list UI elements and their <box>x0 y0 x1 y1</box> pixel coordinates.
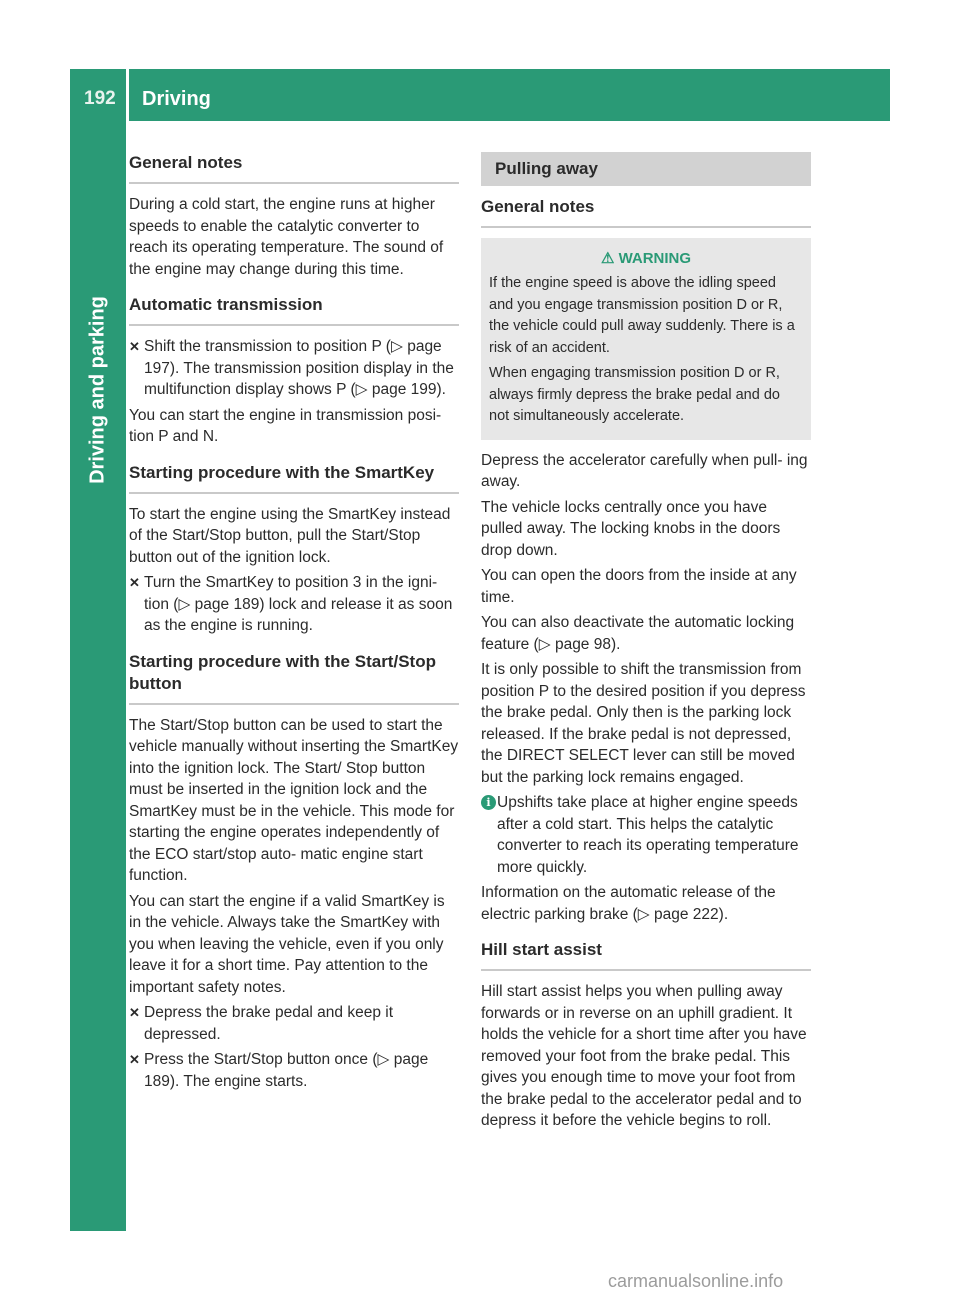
heading-smartkey: Starting procedure with the SmartKey <box>129 462 459 494</box>
paragraph: The Start/Stop button can be used to start the vehicle manually without inserting the SmartKey into the ignition lock. The Start/ Stop button must be inserted in the ignition lock and the SmartKey must be in the vehicle. This mode for starting the engine operates independently of the ECO start/stop auto- matic engine start function. <box>129 716 459 884</box>
step-text: Press the Start/Stop button once (▷ page 189). The engine starts. <box>144 1051 429 1090</box>
paragraph: To start the engine using the SmartKey instead of the Start/Stop button, pull the Start/Stop button out of the ignition lock. <box>129 505 451 566</box>
warning-text: If the engine speed is above the idling speed and you engage transmission position D or R, the vehicle could pull away suddenly. There is a risk of an accident. <box>489 275 795 356</box>
heading-automatic-transmission: Automatic transmission <box>129 294 459 326</box>
paragraph: Hill start assist helps you when pulling away forwards or in reverse on an uphill gradient. It holds the vehicle for a short time after you have removed your foot from the brake pedal. This gives you enough time to move your foot from the brake pedal to the accelerator pedal and to depress it before the vehicle begins to roll. <box>481 983 807 1129</box>
instruction-step <box>129 336 459 401</box>
paragraph: Information on the automatic release of the electric parking brake (▷ page 222). <box>481 884 776 923</box>
paragraph: During a cold start, the engine runs at higher speeds to enable the catalytic converter to reach its operating temperature. The sound of the engine may change during this time. <box>129 196 444 278</box>
warning-header <box>489 248 803 270</box>
side-tab <box>70 121 126 1231</box>
step-text: Turn the SmartKey to position 3 in the igni- tion (▷ page 189) lock and release it as soon as the engine is running. <box>144 574 453 634</box>
page-number: 192 <box>84 88 116 109</box>
warning-label: WARNING <box>618 249 692 267</box>
info-note <box>481 792 811 878</box>
heading-general-notes: General notes <box>129 152 459 184</box>
paragraph: You can start the engine in transmission posi- tion P and N. <box>129 406 442 445</box>
warning-text: When engaging transmission position D or R, always firmly depress the brake pedal and do not simultaneously accelerate. <box>489 365 780 424</box>
instruction-step <box>129 572 459 637</box>
paragraph: It is only possible to shift the transmission from position P to the desired position if you depress the brake pedal. Only then is the parking lock released. If the brake pedal is not depressed, the DIRECT SELECT lever can still be moved but the parking lock remains engaged. <box>481 661 806 786</box>
heading-hill-start-assist: Hill start assist <box>481 939 811 971</box>
paragraph: You can start the engine if a valid SmartKey is in the vehicle. Always take the SmartKey with you when leaving the vehicle, even if you only leave it for a short time. Pay attention to the important safety notes. <box>129 892 445 996</box>
left-column <box>129 148 459 1096</box>
paragraph: Depress the accelerator carefully when pull- ing away. <box>481 451 808 490</box>
paragraph: You can also deactivate the automatic locking feature (▷ page 98). <box>481 614 795 653</box>
step-text: Shift the transmission to position P (▷ page 197). The transmission position display in the multifunction display shows P (▷ page 199). <box>144 338 454 398</box>
heading-start-stop: Starting procedure with the Start/Stop button <box>129 651 459 705</box>
heading-general-notes: General notes <box>481 196 811 228</box>
watermark: carmanualsonline.info <box>608 1271 784 1291</box>
paragraph: You can open the doors from the inside at any time. <box>481 567 797 606</box>
side-tab-label: Driving and parking <box>86 296 109 484</box>
info-text: Upshifts take place at higher engine speeds after a cold start. This helps the catalytic converter to reach its operating temperature more quickly. <box>497 794 799 876</box>
header-divider <box>126 69 129 121</box>
info-icon: i <box>481 795 496 810</box>
step-arrow-icon: ✕ <box>129 1052 140 1067</box>
section-title: Pulling away <box>481 152 811 186</box>
page-title: Driving <box>142 88 211 110</box>
warning-box <box>481 238 811 440</box>
step-text: Depress the brake pedal and keep it depressed. <box>144 1004 394 1043</box>
paragraph: The vehicle locks centrally once you have pulled away. The locking knobs in the doors drop down. <box>481 498 781 559</box>
step-arrow-icon: ✕ <box>129 1005 140 1020</box>
right-column <box>481 148 811 1136</box>
step-arrow-icon: ✕ <box>129 339 140 354</box>
instruction-step <box>129 1049 459 1092</box>
warning-triangle-icon: ⚠ <box>600 249 615 267</box>
instruction-step <box>129 1002 459 1045</box>
step-arrow-icon: ✕ <box>129 575 140 590</box>
